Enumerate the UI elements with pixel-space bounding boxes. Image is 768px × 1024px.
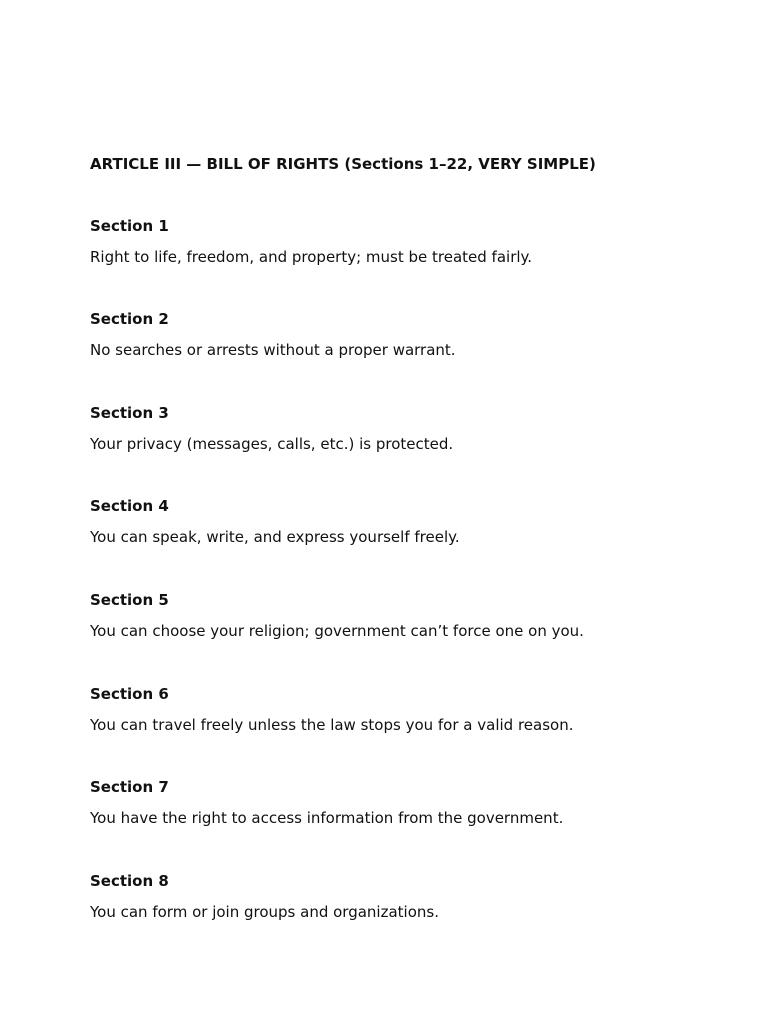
section-heading: Section 1 — [90, 217, 169, 235]
section-1 — [90, 217, 730, 266]
section-text: You have the right to access information from the government. — [90, 809, 564, 827]
section-7 — [90, 778, 730, 827]
section-heading: Section 3 — [90, 404, 169, 422]
document-title: ARTICLE III — BILL OF RIGHTS (Sections 1–22, VERY SIMPLE) — [90, 155, 596, 173]
section-heading: Section 2 — [90, 310, 169, 328]
section-heading: Section 5 — [90, 591, 169, 609]
section-heading: Section 7 — [90, 778, 169, 796]
section-2 — [90, 310, 730, 359]
section-text: You can speak, write, and express yourself freely. — [90, 528, 460, 546]
section-text: Your privacy (messages, calls, etc.) is protected. — [90, 435, 454, 453]
section-text: No searches or arrests without a proper warrant. — [90, 341, 456, 359]
section-text: You can form or join groups and organizations. — [90, 903, 439, 921]
section-4 — [90, 497, 730, 546]
section-text: You can travel freely unless the law stops you for a valid reason. — [90, 716, 574, 734]
section-heading: Section 6 — [90, 685, 169, 703]
section-text: You can choose your religion; government can’t force one on you. — [90, 622, 584, 640]
section-6 — [90, 685, 730, 734]
section-3 — [90, 404, 730, 453]
section-heading: Section 4 — [90, 497, 169, 515]
section-heading: Section 8 — [90, 872, 169, 890]
section-8 — [90, 872, 730, 921]
section-5 — [90, 591, 730, 640]
section-text: Right to life, freedom, and property; must be treated fairly. — [90, 248, 533, 266]
